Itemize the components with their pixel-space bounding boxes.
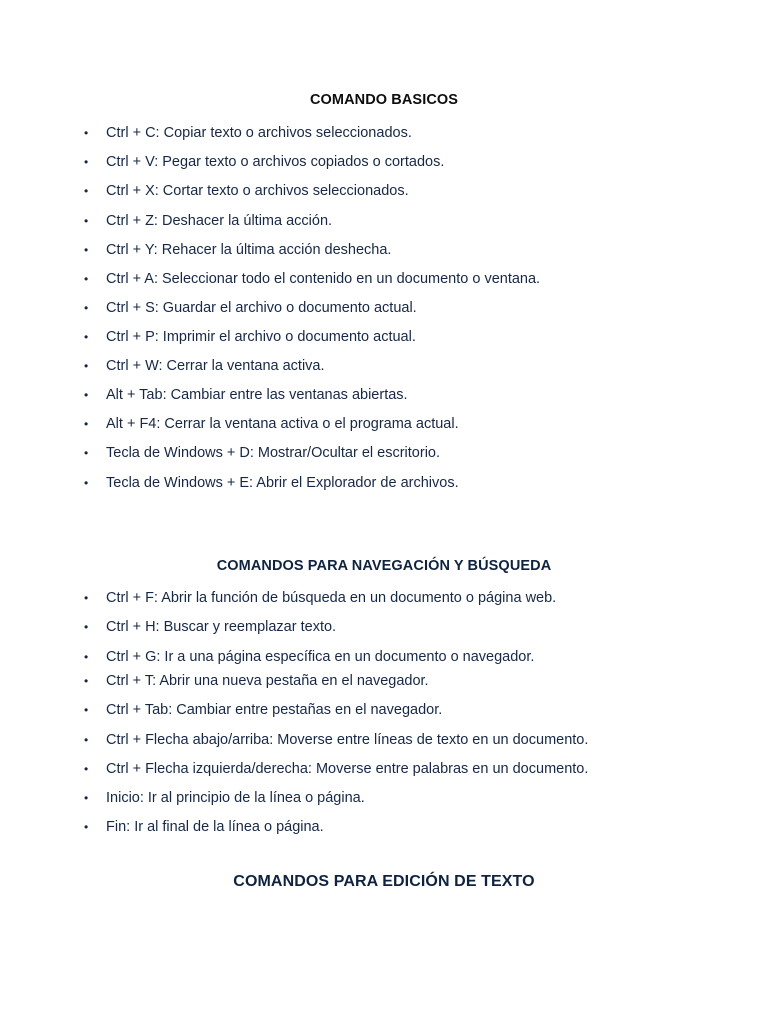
bullet-icon: •	[84, 703, 89, 717]
bullet-icon: •	[84, 388, 89, 402]
list-item: • Ctrl + C: Copiar texto o archivos seleccionados.	[84, 125, 412, 141]
bullet-icon: •	[84, 330, 89, 344]
list-item: • Alt + F4: Cerrar la ventana activa o el programa actual.	[84, 416, 459, 432]
list-item: • Ctrl + Y: Rehacer la última acción deshecha.	[84, 242, 392, 258]
list-item: • Ctrl + F: Abrir la función de búsqueda en un documento o página web.	[84, 590, 557, 606]
section-heading-basicos: COMANDO BASICOS	[309, 92, 459, 108]
list-item: • Ctrl + Flecha izquierda/derecha: Moverse entre palabras en un documento.	[84, 761, 589, 777]
bullet-icon: •	[84, 476, 89, 490]
bullet-icon: •	[84, 243, 89, 257]
bullet-icon: •	[84, 791, 89, 805]
bullet-icon: •	[84, 155, 89, 169]
list-item: • Ctrl + V: Pegar texto o archivos copiados o cortados.	[84, 154, 445, 170]
list-item: • Fin: Ir al final de la línea o página.	[84, 819, 324, 835]
list-item: • Ctrl + X: Cortar texto o archivos seleccionados.	[84, 183, 409, 199]
list-item: • Tecla de Windows + D: Mostrar/Ocultar el escritorio.	[84, 445, 441, 461]
bullet-icon: •	[84, 620, 89, 634]
bullet-icon: •	[84, 650, 89, 664]
list-item: • Ctrl + G: Ir a una página específica en un documento o navegador.	[84, 649, 535, 665]
bullet-icon: •	[84, 126, 89, 140]
bullet-icon: •	[84, 214, 89, 228]
list-item: • Tecla de Windows + E: Abrir el Explorador de archivos.	[84, 475, 459, 491]
section-heading-edicion: COMANDOS PARA EDICIÓN DE TEXTO	[233, 873, 535, 890]
bullet-icon: •	[84, 762, 89, 776]
bullet-icon: •	[84, 446, 89, 460]
list-item: • Ctrl + A: Seleccionar todo el contenido en un documento o ventana.	[84, 271, 541, 287]
bullet-icon: •	[84, 591, 89, 605]
list-item: • Alt + Tab: Cambiar entre las ventanas abiertas.	[84, 387, 408, 403]
list-item: • Ctrl + T: Abrir una nueva pestaña en el navegador.	[84, 673, 429, 689]
bullet-icon: •	[84, 733, 89, 747]
list-item: • Ctrl + Tab: Cambiar entre pestañas en el navegador.	[84, 702, 443, 718]
bullet-icon: •	[84, 272, 89, 286]
list-item: • Inicio: Ir al principio de la línea o página.	[84, 790, 365, 806]
list-item: • Ctrl + Z: Deshacer la última acción.	[84, 213, 333, 229]
bullet-icon: •	[84, 359, 89, 373]
bullet-icon: •	[84, 184, 89, 198]
bullet-icon: •	[84, 674, 89, 688]
bullet-icon: •	[84, 417, 89, 431]
bullet-icon: •	[84, 301, 89, 315]
bullet-icon: •	[84, 820, 89, 834]
section-heading-navegacion: COMANDOS PARA NAVEGACIÓN Y BÚSQUEDA	[216, 558, 552, 574]
list-item: • Ctrl + H: Buscar y reemplazar texto.	[84, 619, 337, 635]
list-item: • Ctrl + W: Cerrar la ventana activa.	[84, 358, 325, 374]
list-item: • Ctrl + S: Guardar el archivo o documento actual.	[84, 300, 417, 316]
list-item: • Ctrl + Flecha abajo/arriba: Moverse entre líneas de texto en un documento.	[84, 732, 589, 748]
list-item: • Ctrl + P: Imprimir el archivo o documento actual.	[84, 329, 416, 345]
